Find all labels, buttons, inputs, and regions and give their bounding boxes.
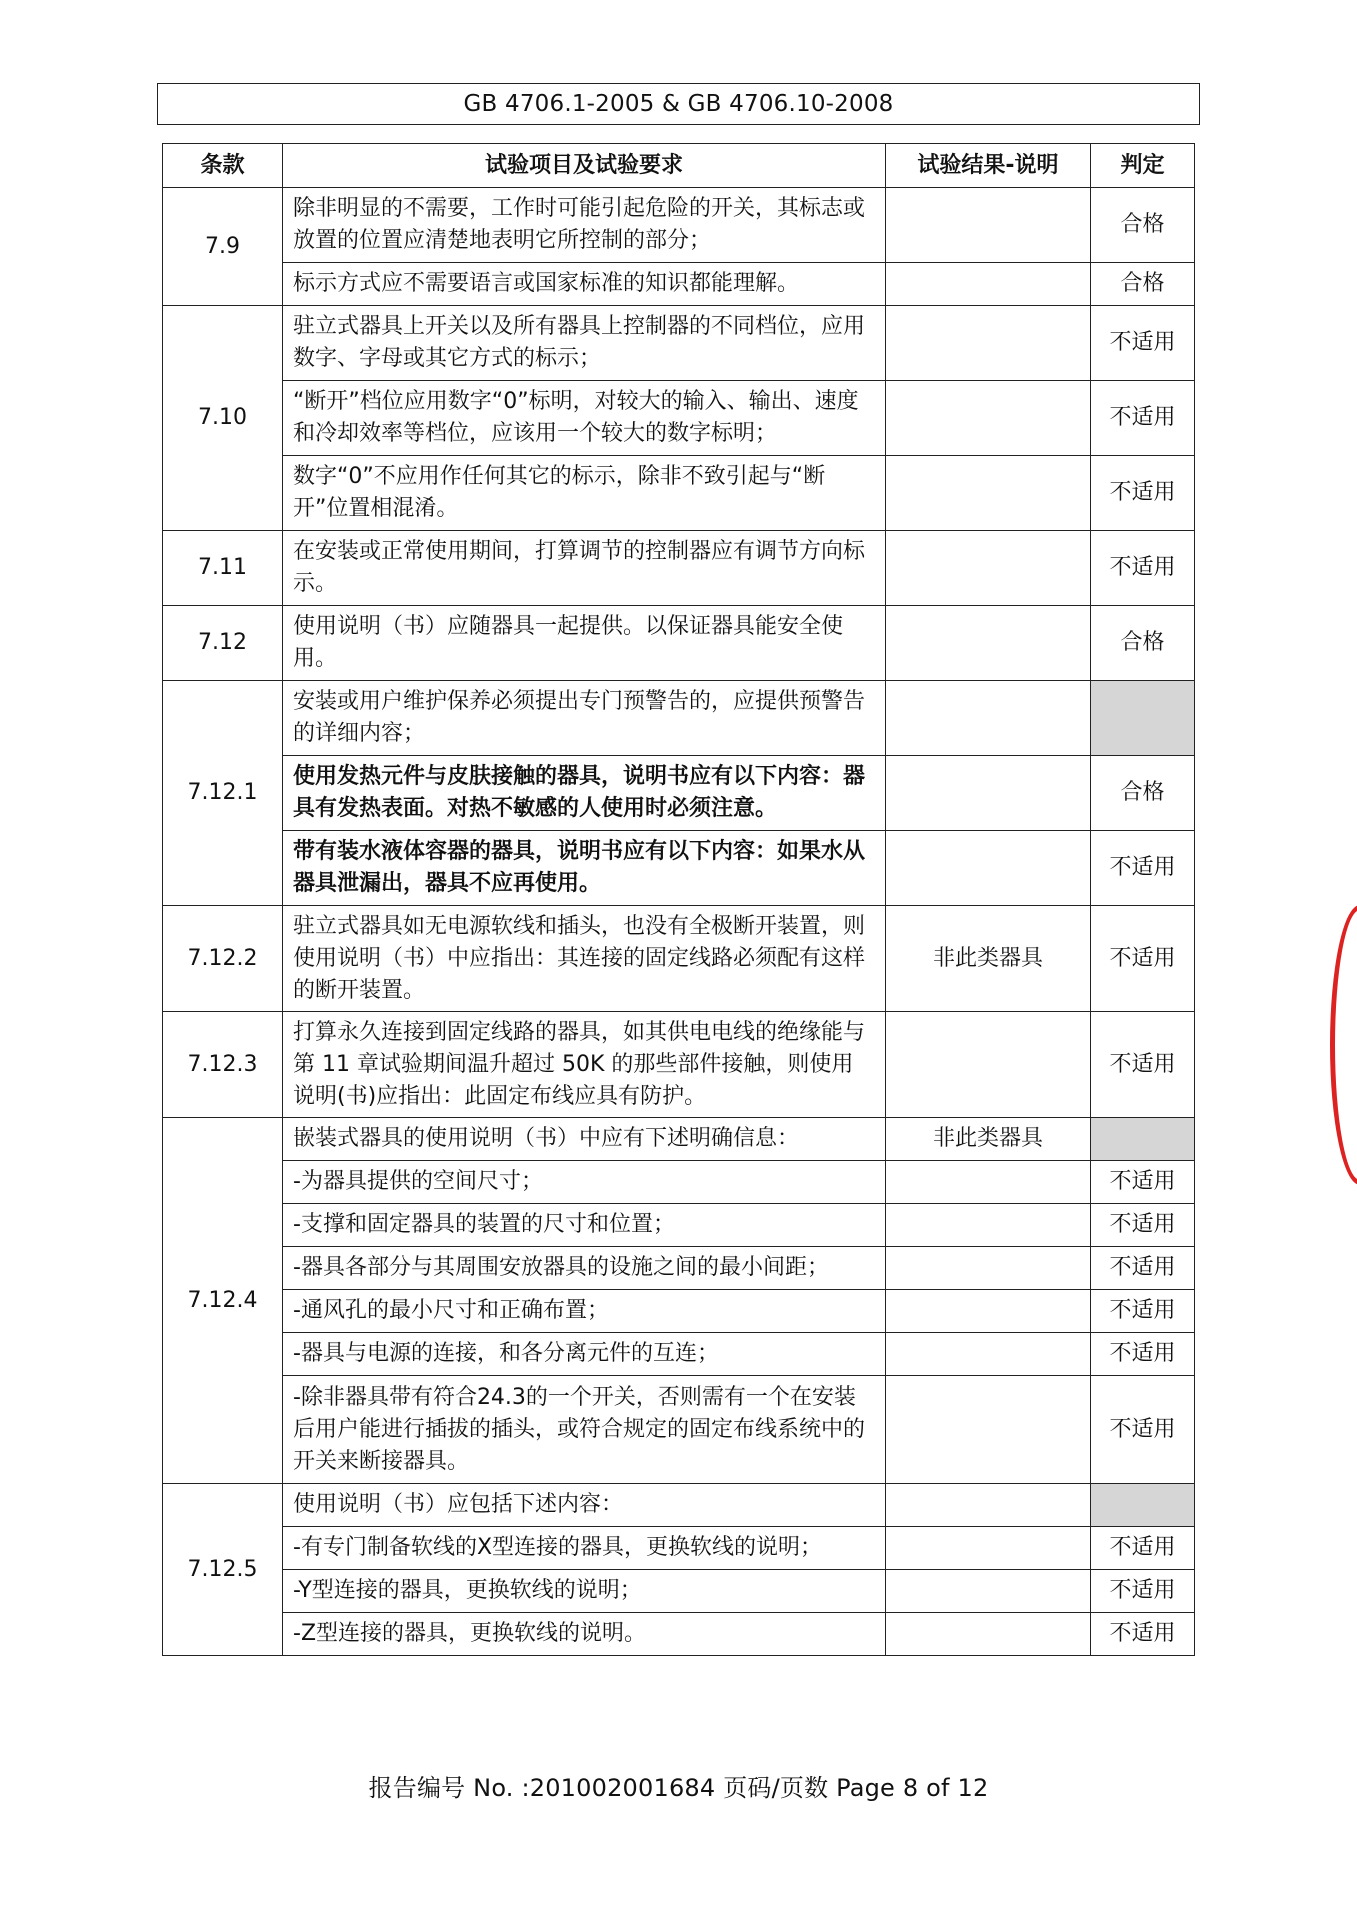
table-row [163,188,1195,263]
verdict-cell-shaded [1091,1484,1195,1527]
table-row [163,456,1195,531]
requirement-text: 安装或用户维护保养必须提出专门预警告的，应提供预警告的详细内容； [283,681,886,756]
requirement-text: -Z型连接的器具，更换软线的说明。 [283,1613,886,1656]
result-cell [886,1613,1091,1656]
requirement-text: -器具与电源的连接，和各分离元件的互连； [283,1333,886,1376]
requirement-text: -器具各部分与其周围安放器具的设施之间的最小间距； [283,1247,886,1290]
verdict-cell: 不适用 [1091,1376,1195,1484]
result-cell: 非此类器具 [886,906,1091,1012]
verdict-cell: 不适用 [1091,1290,1195,1333]
table-row [163,1290,1195,1333]
table-row [163,606,1195,681]
table-row [163,531,1195,606]
requirement-text: “断开”档位应用数字“0”标明，对较大的输入、输出、速度和冷却效率等档位，应该用一个较大的数字标明； [283,381,886,456]
result-cell [886,1161,1091,1204]
result-cell [886,456,1091,531]
verdict-cell: 不适用 [1091,906,1195,1012]
table-row [163,381,1195,456]
verdict-cell: 不适用 [1091,1204,1195,1247]
verdict-cell: 不适用 [1091,1570,1195,1613]
requirement-text: -有专门制备软线的X型连接的器具，更换软线的说明； [283,1527,886,1570]
table-row [163,1118,1195,1161]
page-footer: 报告编号 No. :201002001684 页码/页数 Page 8 of 12 [368,1774,989,1802]
result-cell [886,1333,1091,1376]
requirement-text: 数字“0”不应用作任何其它的标示，除非不致引起与“断开”位置相混淆。 [283,456,886,531]
table-row [163,831,1195,906]
requirement-text-bold: 使用发热元件与皮肤接触的器具，说明书应有以下内容：器具有发热表面。对热不敏感的人使用时必须注意。 [283,756,886,831]
clause-number: 7.11 [163,531,283,606]
test-report-table [162,143,1195,1656]
table-row [163,681,1195,756]
requirement-text: 驻立式器具如无电源软线和插头，也没有全极断开装置，则使用说明（书）中应指出：其连接的固定线路必须配有这样的断开装置。 [283,906,886,1012]
result-cell [886,1290,1091,1333]
result-cell: 非此类器具 [886,1118,1091,1161]
clause-number: 7.12.5 [163,1484,283,1656]
result-cell [886,188,1091,263]
table-row [163,756,1195,831]
table-row [163,1012,1195,1118]
result-cell [886,531,1091,606]
result-cell [886,263,1091,306]
verdict-cell: 不适用 [1091,531,1195,606]
table-row [163,1161,1195,1204]
clause-number: 7.9 [163,188,283,306]
requirement-text: -为器具提供的空间尺寸； [283,1161,886,1204]
table-row [163,1484,1195,1527]
clause-number: 7.12.2 [163,906,283,1012]
result-cell [886,381,1091,456]
requirement-text-bold: 带有装水液体容器的器具，说明书应有以下内容：如果水从器具泄漏出，器具不应再使用。 [283,831,886,906]
verdict-cell-shaded [1091,1118,1195,1161]
verdict-cell: 不适用 [1091,381,1195,456]
requirement-text: -通风孔的最小尺寸和正确布置； [283,1290,886,1333]
table-row [163,1613,1195,1656]
verdict-cell: 不适用 [1091,1247,1195,1290]
requirement-text: 驻立式器具上开关以及所有器具上控制器的不同档位，应用数字、字母或其它方式的标示； [283,306,886,381]
table-row [163,306,1195,381]
table-row [163,1333,1195,1376]
clause-number: 7.12.4 [163,1118,283,1484]
verdict-cell: 不适用 [1091,456,1195,531]
requirement-text: -支撑和固定器具的装置的尺寸和位置； [283,1204,886,1247]
table-header-row [163,144,1195,188]
clause-number: 7.12.1 [163,681,283,906]
verdict-cell: 合格 [1091,263,1195,306]
requirement-text: -除非器具带有符合24.3的一个开关，否则需有一个在安装后用户能进行插拔的插头，或符合规定的固定布线系统中的开关来断接器具。 [283,1376,886,1484]
result-cell [886,831,1091,906]
result-cell [886,1484,1091,1527]
column-header-requirement: 试验项目及试验要求 [283,144,886,188]
requirement-text: 打算永久连接到固定线路的器具，如其供电电线的绝缘能与第 11 章试验期间温升超过 50K 的那些部件接触，则使用说明(书)应指出：此固定布线应具有防护。 [283,1012,886,1118]
verdict-cell: 不适用 [1091,831,1195,906]
result-cell [886,1570,1091,1613]
requirement-text: 标示方式应不需要语言或国家标准的知识都能理解。 [283,263,886,306]
standard-header [157,83,1200,125]
column-header-result: 试验结果-说明 [886,144,1091,188]
verdict-cell: 合格 [1091,606,1195,681]
column-header-verdict: 判定 [1091,144,1195,188]
verdict-cell: 不适用 [1091,1161,1195,1204]
table-row [163,1204,1195,1247]
result-cell [886,1204,1091,1247]
red-seal-stamp [1330,905,1357,1185]
result-cell [886,681,1091,756]
verdict-cell: 不适用 [1091,1527,1195,1570]
requirement-text: 使用说明（书）应包括下述内容： [283,1484,886,1527]
table-row [163,1570,1195,1613]
requirement-text: 在安装或正常使用期间，打算调节的控制器应有调节方向标示。 [283,531,886,606]
clause-number: 7.12.3 [163,1012,283,1118]
result-cell [886,1012,1091,1118]
verdict-cell: 不适用 [1091,1613,1195,1656]
verdict-cell: 合格 [1091,188,1195,263]
result-cell [886,756,1091,831]
requirement-text: 嵌装式器具的使用说明（书）中应有下述明确信息： [283,1118,886,1161]
verdict-cell: 不适用 [1091,1333,1195,1376]
requirement-text: -Y型连接的器具，更换软线的说明； [283,1570,886,1613]
verdict-cell: 不适用 [1091,306,1195,381]
table-row [163,906,1195,1012]
clause-number: 7.10 [163,306,283,531]
result-cell [886,1527,1091,1570]
result-cell [886,1376,1091,1484]
result-cell [886,606,1091,681]
table-row [163,1376,1195,1484]
standard-title: GB 4706.1-2005 & GB 4706.10-2008 [463,91,894,117]
clause-number: 7.12 [163,606,283,681]
verdict-cell: 合格 [1091,756,1195,831]
table-row [163,263,1195,306]
result-cell [886,1247,1091,1290]
table-row [163,1247,1195,1290]
verdict-cell-shaded [1091,681,1195,756]
requirement-text: 除非明显的不需要，工作时可能引起危险的开关，其标志或放置的位置应清楚地表明它所控制的部分； [283,188,886,263]
result-cell [886,306,1091,381]
verdict-cell: 不适用 [1091,1012,1195,1118]
column-header-clause: 条款 [163,144,283,188]
table-row [163,1527,1195,1570]
requirement-text: 使用说明（书）应随器具一起提供。以保证器具能安全使用。 [283,606,886,681]
